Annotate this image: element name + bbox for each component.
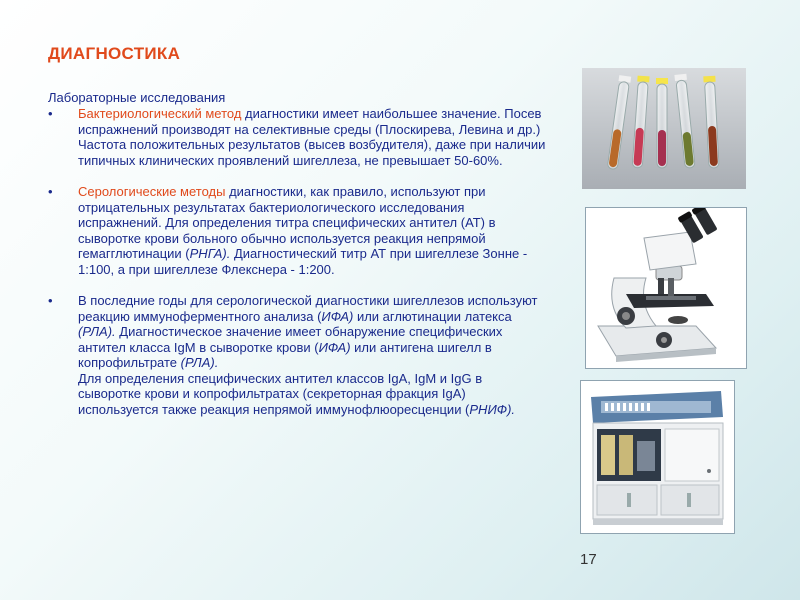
ifa-abbr-2: ИФА) [318,339,351,355]
rnga-abbr: РНГА). [189,246,231,261]
serological-text-1: диагностики, как правило, используют при отрицательных результатах бактериологического исследования испражнений. Для определения титра специфических антител (АТ) в сыворотке крови больного обычно используется реакция непрямой гемагглютинации ( [78,184,496,261]
rla-abbr-1: (РЛА). [78,324,116,339]
serological-text-2: Диагностический титр АТ при шигеллезе Зонне - 1:100, а при шигеллезе Флекснера - 1:200. [78,246,528,277]
test-tubes-image [582,68,746,189]
bullet-bacteriological [48,106,548,168]
bacteriological-method-term: Бактериологический метод [78,106,242,121]
microscope-image [585,207,747,369]
recent-text-2: или аглютинации латекса [353,308,512,324]
bullet-serological [48,184,548,277]
rnif-abbr: РНИФ). [469,401,516,417]
bullet-recent-methods [48,293,548,371]
lab-analyzer-image [580,380,735,534]
recent-text-4: или антигена шигелл в копрофильтрате [78,339,492,370]
immuno-text-1: Для определения специфических антител классов IgA, IgM и IgG в сыворотке крови и копрофильтратах (секреторная фракция IgA) используется также реакция непрямой иммунофлюоресценции ( [78,370,483,417]
serological-methods-term: Серологические методы [78,184,226,199]
slide-body [48,106,548,417]
slide-subtitle: Лабораторные исследования [48,90,226,105]
recent-text-1: В последние годы для серологической диагностики шигеллезов используют реакцию иммуноферментного анализа ( [78,293,538,324]
bacteriological-text: диагностики имеет наибольшее значение. Посев испражнений производят на селективные среды (Плоскирева, Левина и др.) Частота положительных результатов (высев возбудителя), даже при наличии типичных клинических проявлений шигеллеза, не превышает 50-60%. [78,106,546,168]
page-number: 17 [580,551,597,568]
slide-title: ДИАГНОСТИКА [48,44,181,63]
recent-text-3: Диагностическое значение имеет обнаружение специфических антител класса IgM в сыворотке крови ( [78,324,503,355]
rla-abbr-2: (РЛА). [180,355,219,370]
ifa-abbr-1: ИФА) [321,308,354,324]
paragraph-immunofluorescence [48,371,548,418]
